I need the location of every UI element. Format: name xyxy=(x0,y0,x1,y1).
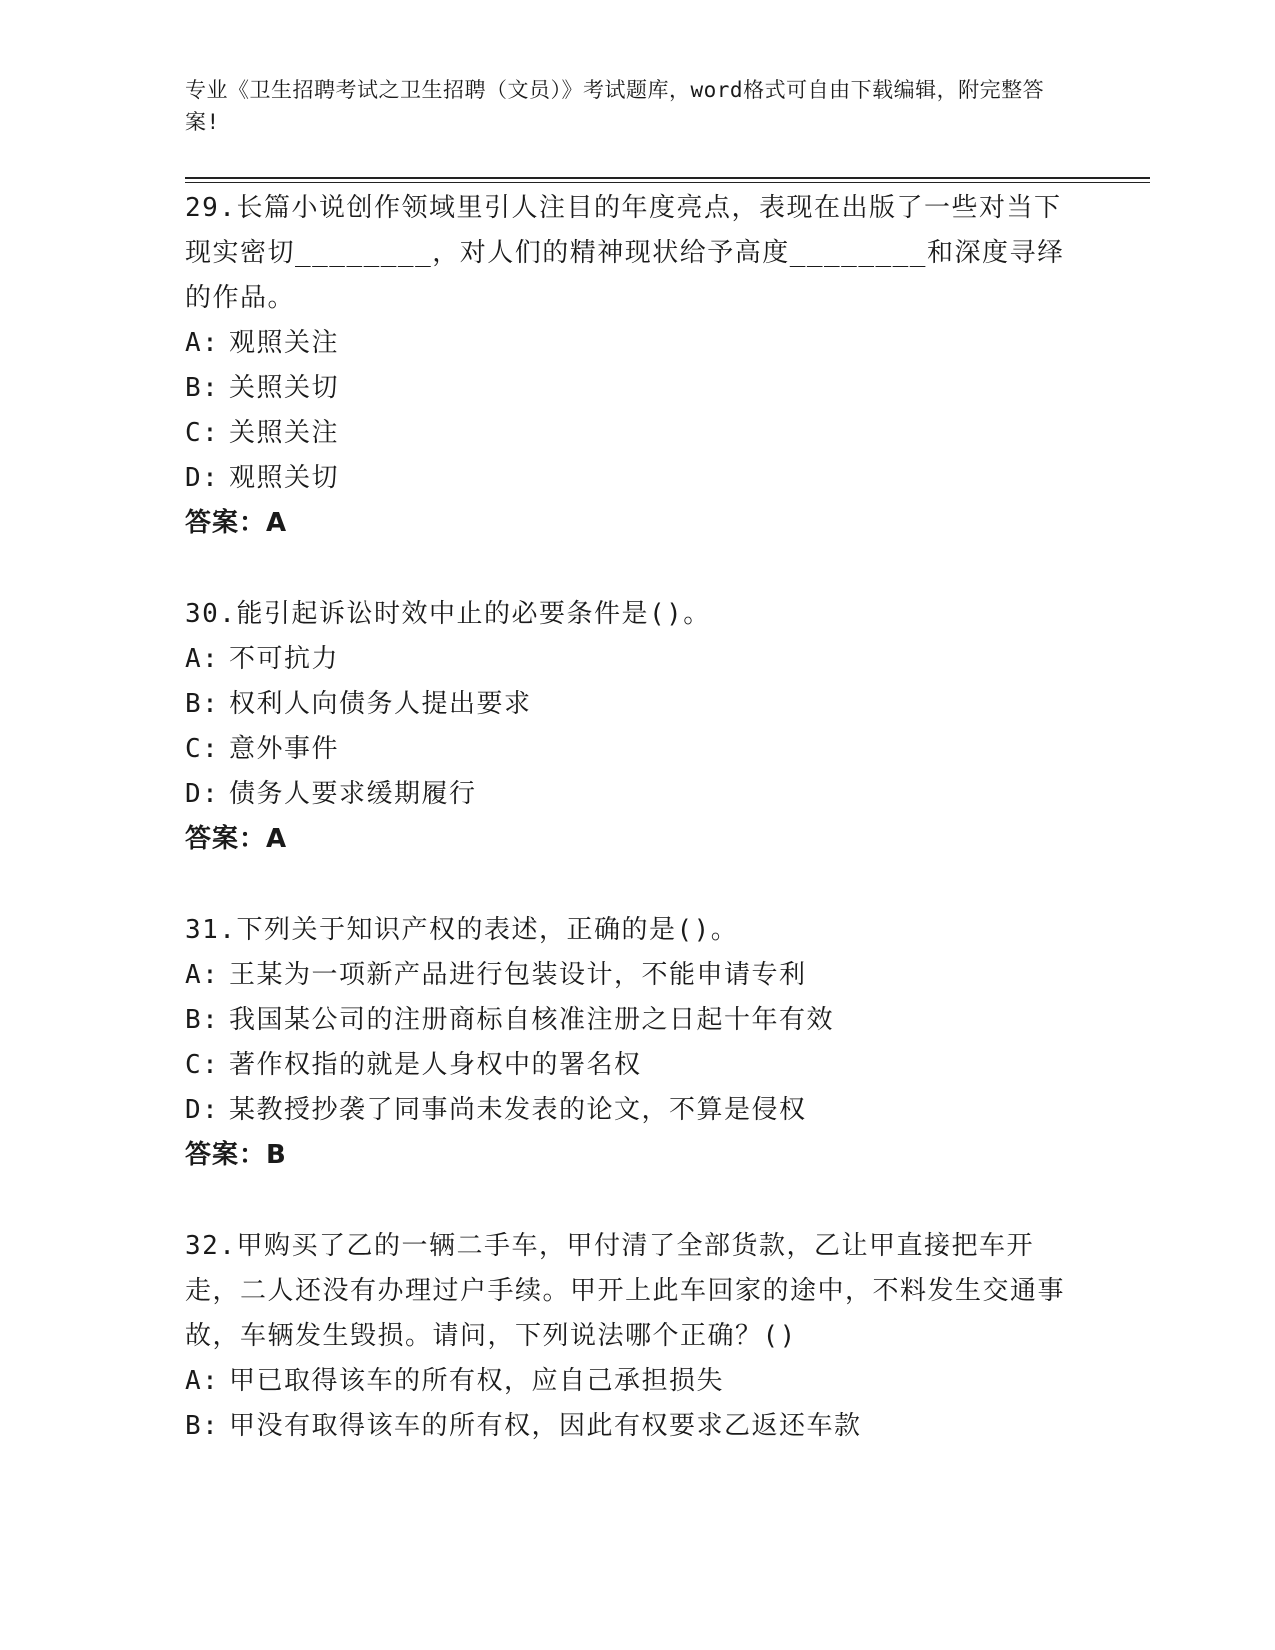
option-key: D: xyxy=(185,779,220,809)
option-key: C: xyxy=(185,734,220,764)
question-stem: 30.能引起诉讼时效中止的必要条件是()。 xyxy=(185,599,711,629)
option-b xyxy=(185,682,1085,727)
option-d xyxy=(185,1088,1085,1133)
option-text: 某教授抄袭了同事尚未发表的论文，不算是侵权 xyxy=(229,1095,807,1125)
option-text: 意外事件 xyxy=(229,734,340,764)
option-text: 著作权指的就是人身权中的署名权 xyxy=(229,1050,642,1080)
option-key: A: xyxy=(185,1366,220,1396)
document-header: 专业《卫生招聘考试之卫生招聘（文员）》考试题库，word格式可自由下载编辑，附完整答案! xyxy=(185,78,1045,134)
option-key: B: xyxy=(185,689,220,719)
option-text: 债务人要求缓期履行 xyxy=(229,779,477,809)
option-text: 关照关注 xyxy=(229,418,340,448)
option-b xyxy=(185,1404,1085,1449)
option-text: 不可抗力 xyxy=(229,644,340,674)
option-text: 观照关注 xyxy=(229,328,340,358)
option-a xyxy=(185,321,1085,366)
option-key: C: xyxy=(185,1050,220,1080)
answer-line: 答案：A xyxy=(185,824,288,854)
question-31 xyxy=(185,908,1085,1178)
option-c xyxy=(185,727,1085,772)
question-32 xyxy=(185,1224,1085,1449)
option-c xyxy=(185,1043,1085,1088)
option-a xyxy=(185,1359,1085,1404)
option-key: B: xyxy=(185,1005,220,1035)
option-text: 观照关切 xyxy=(229,463,340,493)
option-key: C: xyxy=(185,418,220,448)
option-c xyxy=(185,411,1085,456)
question-stem: 29.长篇小说创作领域里引人注目的年度亮点，表现在出版了一些对当下现实密切________，对人们的精神现状给予高度________和深度寻绎的作品。 xyxy=(185,193,1065,313)
option-b xyxy=(185,998,1085,1043)
option-key: B: xyxy=(185,373,220,403)
option-text: 权利人向债务人提出要求 xyxy=(229,689,532,719)
option-key: A: xyxy=(185,328,220,358)
header-divider-thick xyxy=(185,177,1150,179)
question-29 xyxy=(185,186,1085,546)
option-text: 关照关切 xyxy=(229,373,340,403)
option-key: A: xyxy=(185,960,220,990)
question-list xyxy=(185,186,1085,1495)
option-key: B: xyxy=(185,1411,220,1441)
option-text: 甲已取得该车的所有权，应自己承担损失 xyxy=(229,1366,725,1396)
header-divider-thin xyxy=(185,182,1150,183)
option-d xyxy=(185,772,1085,817)
option-b xyxy=(185,366,1085,411)
question-30 xyxy=(185,592,1085,862)
option-key: D: xyxy=(185,463,220,493)
option-text: 我国某公司的注册商标自核准注册之日起十年有效 xyxy=(229,1005,835,1035)
option-key: D: xyxy=(185,1095,220,1125)
option-text: 甲没有取得该车的所有权，因此有权要求乙返还车款 xyxy=(229,1411,862,1441)
option-text: 王某为一项新产品进行包装设计，不能申请专利 xyxy=(229,960,807,990)
question-stem: 31.下列关于知识产权的表述，正确的是()。 xyxy=(185,915,739,945)
option-a xyxy=(185,637,1085,682)
option-d xyxy=(185,456,1085,501)
answer-line: 答案：A xyxy=(185,508,288,538)
answer-line: 答案：B xyxy=(185,1140,287,1170)
question-stem: 32.甲购买了乙的一辆二手车，甲付清了全部货款，乙让甲直接把车开走，二人还没有办理过户手续。甲开上此车回家的途中，不料发生交通事故，车辆发生毁损。请问，下列说法哪个正确？() xyxy=(185,1231,1066,1351)
option-a xyxy=(185,953,1085,998)
option-key: A: xyxy=(185,644,220,674)
